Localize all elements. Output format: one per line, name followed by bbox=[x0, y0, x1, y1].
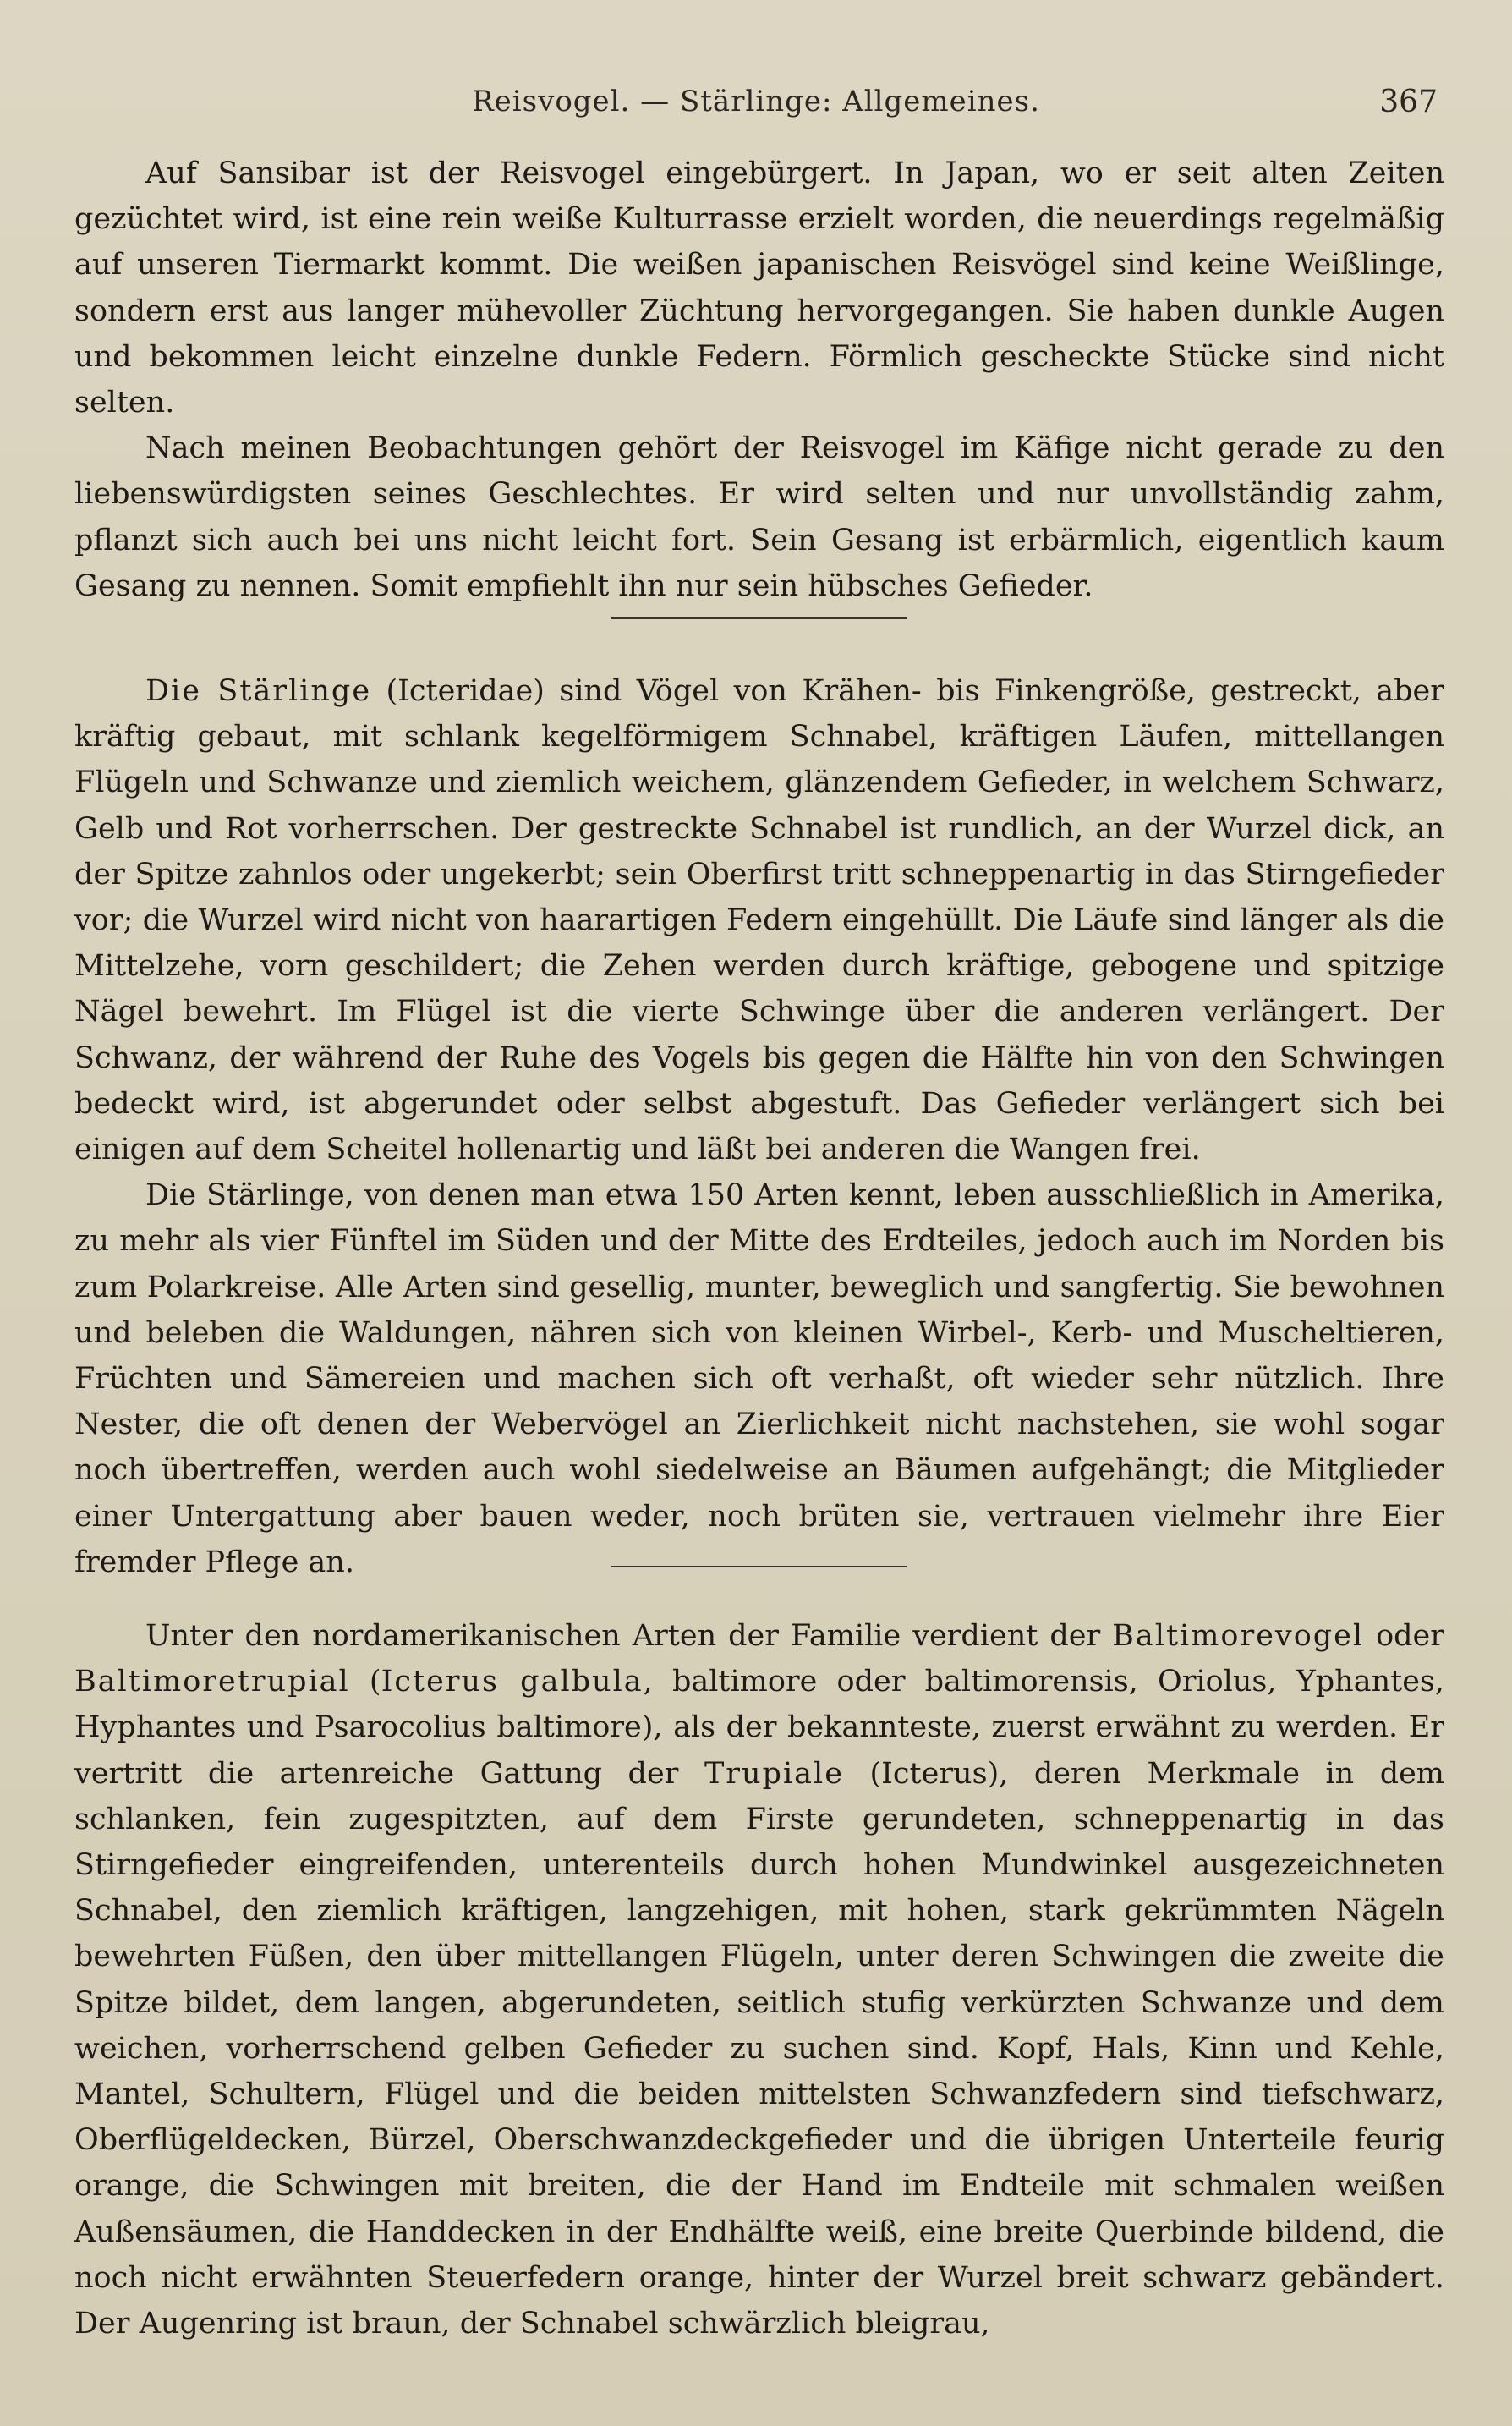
paragraph-text: ( bbox=[843, 1756, 882, 1791]
family-name: Die Stärlinge bbox=[145, 674, 372, 708]
page-header bbox=[74, 85, 1438, 135]
section-baltimore bbox=[74, 1613, 1444, 2346]
paragraph-text: Unter den nordamerikanischen Arten der Familie verdient der bbox=[145, 1619, 1113, 1653]
latin-name: Icterus galbula bbox=[381, 1665, 644, 1699]
section-divider bbox=[611, 1566, 907, 1567]
running-head: Reisvogel. — Stärlinge: Allgemeines. bbox=[472, 85, 1040, 118]
paragraph-text: ), deren Merkmale in dem schlanken, fein zugespitzten, auf dem Firste gerundeten, schneppenartig in das Stirngefieder eingreifenden, unterenteils durch hohen Mundwinkel ausgezeichneten Schnabel, den ziemlich kräftigen, langzehigen, mit hohen, stark gekrümmten Nägeln bewehrten Füßen, den über mittellangen Flügeln, unter deren Schwingen die zweite die Spitze bildet, dem langen, abgerundeten, seitlich stufig verkürzten Schwanze und dem weichen, vorherrschend gelben Gefieder zu suchen sind. Kopf, Hals, Kinn und Kehle, Mantel, Schultern, Flügel und die beiden mittelsten Schwanzfedern sind tiefschwarz, Oberflügeldecken, Bürzel, Oberschwanzdeckgefieder und die übrigen Unterteile feurig orange, die Schwingen mit breiten, die der Hand im Endteile mit schmalen weißen Außensäumen, die Handdecken in der Endhälfte weiß, eine breite Querbinde bildend, die noch nicht erwähnten Steuerfedern orange, hinter der Wurzel breit schwarz gebändert. Der Augenring ist braun, der Schnabel schwärzlich bleigrau, bbox=[74, 1756, 1444, 2341]
species-name: Baltimoretrupial bbox=[74, 1665, 350, 1699]
species-name: Baltimorevogel bbox=[1112, 1619, 1365, 1653]
paragraph: Nach meinen Beobachtungen gehört der Reisvogel im Käfige nicht gerade zu den liebenswürdigsten seines Geschlechtes. Er wird selten und nur unvollständig zahm, pflanzt sich auch bei uns nicht leicht fort. Sein Gesang ist erbärmlich, eigentlich kaum Gesang zu nennen. Somit empfiehlt ihn nur sein hübsches Gefieder. bbox=[74, 431, 1444, 603]
paragraph-text: , baltimore oder baltimorensis, Oriolus, Yphantes, Hyphantes und Psarocolius baltimore), als der bekannteste, zuerst erwähnt zu werden. Er vertritt die artenreiche Gattung der bbox=[74, 1665, 1444, 1791]
paragraph bbox=[74, 668, 1444, 1172]
section-staerlinge bbox=[74, 668, 1444, 1585]
paragraph: Die Stärlinge, von denen man etwa 150 Arten kennt, leben ausschließlich in Amerika, zu mehr als vier Fünftel im Süden und der Mitte des Erdteiles, jedoch auch im Norden bis zum Polarkreise. Alle Arten sind gesellig, munter, beweglich und sangfertig. Sie bewohnen und beleben die Waldungen, nähren sich von kleinen Wirbel-, Kerb- und Muscheltieren, Früchten und Sämereien und machen sich oft verhaßt, oft wieder sehr nützlich. Ihre Nester, die oft denen der Webervögel an Zierlichkeit nicht nachstehen, sie wohl sogar noch übertreffen, werden auch wohl siedelweise an Bäumen aufgehängt; die Mitglieder einer Untergattung aber bauen weder, noch brüten sie, vertrauen vielmehr ihre Eier fremder Pflege an. bbox=[74, 1178, 1444, 1579]
paragraph-text: oder bbox=[1364, 1619, 1444, 1653]
latin-name: (Icteridae) bbox=[386, 674, 545, 708]
paragraph: Auf Sansibar ist der Reisvogel eingebürgert. In Japan, wo er seit alten Zeiten gezüchtet wird, ist eine rein weiße Kulturrasse erzielt worden, die neuerdings regelmäßig auf unseren Tiermarkt kommt. Die weißen japanischen Reisvögel sind keine Weißlinge, sondern erst aus langer mühevoller Züchtung hervorgegangen. Sie haben dunkle Augen und bekommen leicht einzelne dunkle Federn. Förmlich gescheckte Stücke sind nicht selten. bbox=[74, 156, 1444, 420]
genus-name: Trupiale bbox=[704, 1756, 844, 1791]
paragraph bbox=[74, 1613, 1444, 2346]
paragraph-text: sind Vögel von Krähen- bis Finkengröße, gestreckt, aber kräftig gebaut, mit schlank kegelförmigem Schnabel, kräftigen Läufen, mittellangen Flügeln und Schwanze und ziemlich weichem, glänzendem Gefieder, in welchem Schwarz, Gelb und Rot vorherrschen. Der gestreckte Schnabel ist rundlich, an der Wurzel dick, an der Spitze zahnlos oder ungekerbt; sein Oberfirst tritt schneppenartig in das Stirngefieder vor; die Wurzel wird nicht von haarartigen Federn eingehüllt. Die Läufe sind länger als die Mittelzehe, vorn geschildert; die Zehen werden durch kräftige, gebogene und spitzige Nägel bewehrt. Im Flügel ist die vierte Schwinge über die anderen verlängert. Der Schwanz, der während der Ruhe des Vogels bis gegen die Hälfte hin von den Schwingen bedeckt wird, ist abgerundet oder selbst abgestuft. Das Gefieder verlängert sich bei einigen auf dem Scheitel hollenartig und läßt bei anderen die Wangen frei. bbox=[74, 674, 1445, 1167]
latin-name: Icterus bbox=[881, 1756, 988, 1791]
paragraph-text: ( bbox=[349, 1665, 381, 1699]
section-divider bbox=[611, 617, 907, 619]
section-reisvogel bbox=[74, 151, 1444, 609]
page-number: 367 bbox=[1379, 85, 1438, 119]
